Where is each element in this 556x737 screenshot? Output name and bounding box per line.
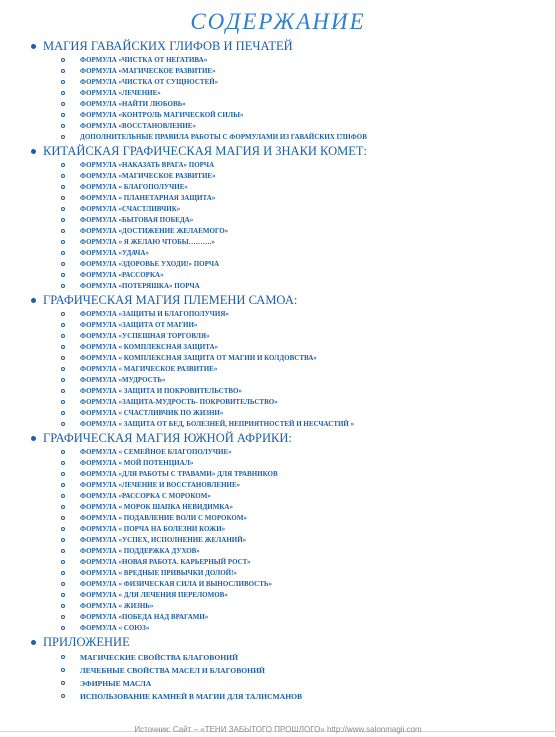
toc-item-text: ФОРМУЛА «ЗДОРОВЬЕ УХОДИ!» ПОРЧА [80, 260, 220, 268]
circle-bullet-icon [61, 538, 65, 542]
toc-item[interactable] [0, 110, 556, 121]
toc-item-text: ФОРМУЛА « БЛАГОПОЛУЧИЕ» [80, 183, 188, 191]
toc-item-text: МАГИЧЕСКИЕ СВОЙСТВА БЛАГОВОНИЙ [80, 653, 238, 662]
toc-item-text: ФОРМУЛА « ЗАЩИТА И ПОКРОВИТЕЛЬСТВО» [80, 387, 242, 395]
toc-item-text: ФОРМУЛА « ВРЕДНЫЕ ПРИВЫЧКИ ДОЛОЙ!» [80, 569, 237, 577]
toc-item[interactable] [0, 226, 556, 237]
toc-item[interactable] [0, 513, 556, 524]
toc-item[interactable] [0, 353, 556, 364]
toc-section [0, 38, 556, 143]
toc-item[interactable] [0, 664, 556, 677]
toc-item[interactable] [0, 342, 556, 353]
toc-item-text: ФОРМУЛА «ЛЕЧЕНИЕ» [80, 89, 161, 97]
toc-item-text: ФОРМУЛА « ПЛАНЕТАРНАЯ ЗАЩИТА» [80, 194, 216, 202]
toc-item[interactable] [0, 568, 556, 579]
section-heading-text: ГРАФИЧЕСКАЯ МАГИЯ ПЛЕМЕНИ САМОА: [43, 293, 298, 307]
toc-item-text: ФОРМУЛА «КОНТРОЛЬ МАГИЧЕСКОЙ СИЛЫ» [80, 111, 244, 119]
circle-bullet-icon [61, 516, 65, 520]
toc-item-text: ФОРМУЛА «ЛЕЧЕНИЕ И ВОССТАНОВЛЕНИЕ» [80, 481, 241, 489]
toc-item-text: ФОРМУЛА «УСПЕХ, ИСПОЛНЕНИЕ ЖЕЛАНИЙ» [80, 536, 247, 544]
toc-item-text: ФОРМУЛА «УСПЕШНАЯ ТОРГОВЛЯ» [80, 332, 210, 340]
toc-item[interactable] [0, 237, 556, 248]
toc-item-text: ФОРМУЛА «ПОБЕДА НАД ВРАГАМИ» [80, 613, 209, 621]
circle-bullet-icon [61, 345, 65, 349]
toc-item-text: ФОРМУЛА « МОЙ ПОТЕНЦИАЛ» [80, 459, 194, 467]
toc-item[interactable] [0, 171, 556, 182]
toc-item[interactable] [0, 182, 556, 193]
toc-item[interactable] [0, 579, 556, 590]
toc-item[interactable] [0, 88, 556, 99]
circle-bullet-icon [61, 400, 65, 404]
toc-item[interactable] [0, 651, 556, 664]
toc-item-text: ФОРМУЛА « ЗАЩИТА ОТ БЕД, БОЛЕЗНЕЙ, НЕПРИЯТНОСТЕЙ И НЕСЧАСТИЙ » [80, 420, 355, 428]
toc-item-text: ФОРМУЛА «НАЙТИ ЛЮБОВЬ» [80, 100, 186, 108]
section-heading[interactable] [0, 292, 556, 309]
circle-bullet-icon [61, 80, 65, 84]
circle-bullet-icon [61, 494, 65, 498]
toc-item[interactable] [0, 309, 556, 320]
toc-item-text: ФОРМУЛА « СЕМЕЙНОЕ БЛАГОПОЛУЧИЕ» [80, 448, 232, 456]
toc-item[interactable] [0, 535, 556, 546]
circle-bullet-icon [61, 472, 65, 476]
section-heading[interactable] [0, 634, 556, 651]
bullet-icon [31, 640, 36, 645]
circle-bullet-icon [61, 483, 65, 487]
section-heading[interactable] [0, 38, 556, 55]
circle-bullet-icon [61, 284, 65, 288]
circle-bullet-icon [61, 461, 65, 465]
source-footer: Источник: Сайт – «ТЕНИ ЗАБЫТОГО ПРОШЛОГО» http://www.salonmagii.com [134, 725, 422, 734]
toc-item-text: ФОРМУЛА « СОЮЗ» [80, 624, 150, 632]
toc-item[interactable] [0, 160, 556, 171]
toc-item-text: ИСПОЛЬЗОВАНИЕ КАМНЕЙ В МАГИИ ДЛЯ ТАЛИСМАНОВ [80, 692, 303, 701]
toc-item-text: ФОРМУЛА «ДОСТИЖЕНИЕ ЖЕЛАЕМОГО» [80, 227, 229, 235]
circle-bullet-icon [61, 240, 65, 244]
circle-bullet-icon [61, 218, 65, 222]
circle-bullet-icon [61, 450, 65, 454]
circle-bullet-icon [61, 185, 65, 189]
toc-item[interactable] [0, 677, 556, 690]
circle-bullet-icon [61, 69, 65, 73]
toc-item[interactable] [0, 447, 556, 458]
toc-item[interactable] [0, 690, 556, 703]
bullet-icon [31, 149, 36, 154]
toc-item-text: ФОРМУЛА «ВОССТАНОВЛЕНИЕ» [80, 122, 196, 130]
toc-item[interactable] [0, 502, 556, 513]
bullet-icon [31, 436, 36, 441]
section-heading-text: МАГИЯ ГАВАЙСКИХ ГЛИФОВ И ПЕЧАТЕЙ [43, 39, 293, 53]
circle-bullet-icon [61, 571, 65, 575]
toc-item-text: ФОРМУЛА « КОМПЛЕКСНАЯ ЗАЩИТА» [80, 343, 219, 351]
toc-item-text: ФОРМУЛА «ЧИСТКА ОТ НЕГАТИВА» [80, 56, 208, 64]
toc-item-text: ФОРМУЛА «НОВАЯ РАБОТА. КАРЬЕРНЫЙ РОСТ» [80, 558, 251, 566]
circle-bullet-icon [61, 113, 65, 117]
section-heading[interactable] [0, 430, 556, 447]
toc-item-text: ФОРМУЛА « СЧАСТЛИВЧИК ПО ЖИЗНИ» [80, 409, 224, 417]
circle-bullet-icon [61, 681, 65, 685]
toc-item-text: ФОРМУЛА «РАССОРКА С МОРОКОМ» [80, 492, 211, 500]
toc-section [0, 292, 556, 430]
toc-section [0, 430, 556, 634]
bullet-icon [31, 298, 36, 303]
circle-bullet-icon [61, 91, 65, 95]
circle-bullet-icon [61, 655, 65, 659]
circle-bullet-icon [61, 124, 65, 128]
circle-bullet-icon [61, 135, 65, 139]
circle-bullet-icon [61, 527, 65, 531]
section-heading-text: ПРИЛОЖЕНИЕ [43, 635, 130, 649]
toc-item-text: ФОРМУЛА « ПОДАВЛЕНИЕ ВОЛИ С МОРОКОМ» [80, 514, 247, 522]
circle-bullet-icon [61, 229, 65, 233]
table-of-contents [0, 38, 556, 703]
bullet-icon [31, 44, 36, 49]
toc-item[interactable] [0, 386, 556, 397]
circle-bullet-icon [61, 604, 65, 608]
toc-item[interactable] [0, 204, 556, 215]
toc-item[interactable] [0, 77, 556, 88]
toc-item[interactable] [0, 259, 556, 270]
toc-item[interactable] [0, 331, 556, 342]
circle-bullet-icon [61, 367, 65, 371]
toc-item-text: ФОРМУЛА «НАКАЗАТЬ ВРАГА» ПОРЧА [80, 161, 215, 169]
toc-item-text: ФОРМУЛА « МОРОК ШАПКА НЕВИДИМКА» [80, 503, 233, 511]
toc-item-text: ФОРМУЛА «ЗАЩИТА ОТ МАГИИ» [80, 321, 198, 329]
toc-item-text: ЭФИРНЫЕ МАСЛА [80, 679, 152, 688]
toc-item-text: ФОРМУЛА « Я ЖЕЛАЮ ЧТОБЫ……….» [80, 238, 215, 246]
circle-bullet-icon [61, 273, 65, 277]
toc-item[interactable] [0, 364, 556, 375]
toc-item-text: ФОРМУЛА «БЫТОВАЯ ПОБЕДА» [80, 216, 194, 224]
toc-item[interactable] [0, 458, 556, 469]
toc-item[interactable] [0, 55, 556, 66]
toc-item[interactable] [0, 480, 556, 491]
circle-bullet-icon [61, 163, 65, 167]
toc-item[interactable] [0, 623, 556, 634]
circle-bullet-icon [61, 262, 65, 266]
toc-item-text: ФОРМУЛА « МАГИЧЕСКОЕ РАЗВИТИЕ» [80, 365, 218, 373]
circle-bullet-icon [61, 58, 65, 62]
toc-item[interactable] [0, 270, 556, 281]
page-title: СОДЕРЖАНИЕ [190, 9, 366, 34]
circle-bullet-icon [61, 411, 65, 415]
circle-bullet-icon [61, 356, 65, 360]
section-heading-text: ГРАФИЧЕСКАЯ МАГИЯ ЮЖНОЙ АФРИКИ: [43, 431, 292, 445]
circle-bullet-icon [61, 389, 65, 393]
circle-bullet-icon [61, 196, 65, 200]
toc-item[interactable] [0, 375, 556, 386]
toc-item-text: ФОРМУЛА « ЖИЗНЬ» [80, 602, 154, 610]
section-heading[interactable] [0, 143, 556, 160]
toc-item[interactable] [0, 281, 556, 292]
toc-item-text: ДОПОЛНИТЕЛЬНЫЕ ПРАВИЛА РАБОТЫ С ФОРМУЛАМИ ИЗ ГАВАЙСКИХ ГЛИФОВ [80, 133, 367, 141]
circle-bullet-icon [61, 422, 65, 426]
toc-item[interactable] [0, 99, 556, 110]
toc-item[interactable] [0, 121, 556, 132]
toc-item[interactable] [0, 419, 556, 430]
circle-bullet-icon [61, 378, 65, 382]
circle-bullet-icon [61, 334, 65, 338]
circle-bullet-icon [61, 323, 65, 327]
circle-bullet-icon [61, 593, 65, 597]
toc-item-text: ФОРМУЛА «УДАЧА» [80, 249, 149, 257]
circle-bullet-icon [61, 312, 65, 316]
toc-item-text: ФОРМУЛА « ПОРЧА НА БОЛЕЗНИ КОЖИ» [80, 525, 226, 533]
toc-item-text: ФОРМУЛА «СЧАСТЛИВЧИК» [80, 205, 181, 213]
toc-item-text: ЛЕЧЕБНЫЕ СВОЙСТВА МАСЕЛ И БЛАГОВОНИЙ [80, 666, 265, 675]
circle-bullet-icon [61, 549, 65, 553]
circle-bullet-icon [61, 615, 65, 619]
circle-bullet-icon [61, 174, 65, 178]
toc-item[interactable] [0, 248, 556, 259]
toc-section [0, 634, 556, 703]
toc-item-text: ФОРМУЛА «МАГИЧЕСКОЕ РАЗВИТИЕ» [80, 172, 216, 180]
toc-item[interactable] [0, 66, 556, 77]
circle-bullet-icon [61, 626, 65, 630]
toc-item[interactable] [0, 590, 556, 601]
toc-item[interactable] [0, 408, 556, 419]
circle-bullet-icon [61, 207, 65, 211]
circle-bullet-icon [61, 694, 65, 698]
toc-item[interactable] [0, 601, 556, 612]
toc-item-text: ФОРМУЛА «ПОТЕРЯШКА» ПОРЧА [80, 282, 200, 290]
toc-item-text: ФОРМУЛА «РАССОРКА» [80, 271, 164, 279]
toc-item[interactable] [0, 557, 556, 568]
toc-item-text: ФОРМУЛА « ПОДДЕРЖКА ДУХОВ» [80, 547, 200, 555]
toc-item[interactable] [0, 215, 556, 226]
toc-item-text: ФОРМУЛА «МУДРОСТЬ» [80, 376, 166, 384]
toc-item[interactable] [0, 193, 556, 204]
toc-item-text: ФОРМУЛА « КОМПЛЕКСНАЯ ЗАЩИТА ОТ МАГИИ И КОЛДОВСТВА» [80, 354, 317, 362]
toc-item-text: ФОРМУЛА «ЗАЩИТЫ И БЛАГОПОЛУЧИЯ» [80, 310, 229, 318]
toc-item-text: ФОРМУЛА « ДЛЯ ЛЕЧЕНИЯ ПЕРЕЛОМОВ» [80, 591, 228, 599]
circle-bullet-icon [61, 251, 65, 255]
circle-bullet-icon [61, 505, 65, 509]
circle-bullet-icon [61, 582, 65, 586]
toc-item[interactable] [0, 524, 556, 535]
toc-item-text: ФОРМУЛА « ФИЗИЧЕСКАЯ СИЛА И ВЫНОСЛИВОСТЬ» [80, 580, 272, 588]
circle-bullet-icon [61, 668, 65, 672]
toc-item[interactable] [0, 132, 556, 143]
circle-bullet-icon [61, 102, 65, 106]
toc-item[interactable] [0, 491, 556, 502]
section-heading-text: КИТАЙСКАЯ ГРАФИЧЕСКАЯ МАГИЯ И ЗНАКИ КОМЕТ: [43, 144, 367, 158]
toc-item-text: ФОРМУЛА «МАГИЧЕСКОЕ РАЗВИТИЕ» [80, 67, 216, 75]
toc-item[interactable] [0, 612, 556, 623]
toc-item[interactable] [0, 546, 556, 557]
circle-bullet-icon [61, 560, 65, 564]
toc-item-text: ФОРМУЛА «ЗАЩИТА-МУДРОСТЬ- ПОКРОВИТЕЛЬСТВО» [80, 398, 278, 406]
toc-section [0, 143, 556, 292]
toc-item-text: ФОРМУЛА «ДЛЯ РАБОТЫ С ТРАВАМИ» ДЛЯ ТРАВНИКОВ [80, 470, 278, 478]
toc-item[interactable] [0, 320, 556, 331]
toc-item[interactable] [0, 469, 556, 480]
toc-item[interactable] [0, 397, 556, 408]
toc-item-text: ФОРМУЛА «ЧИСТКА ОТ СУЩНОСТЕЙ» [80, 78, 219, 86]
